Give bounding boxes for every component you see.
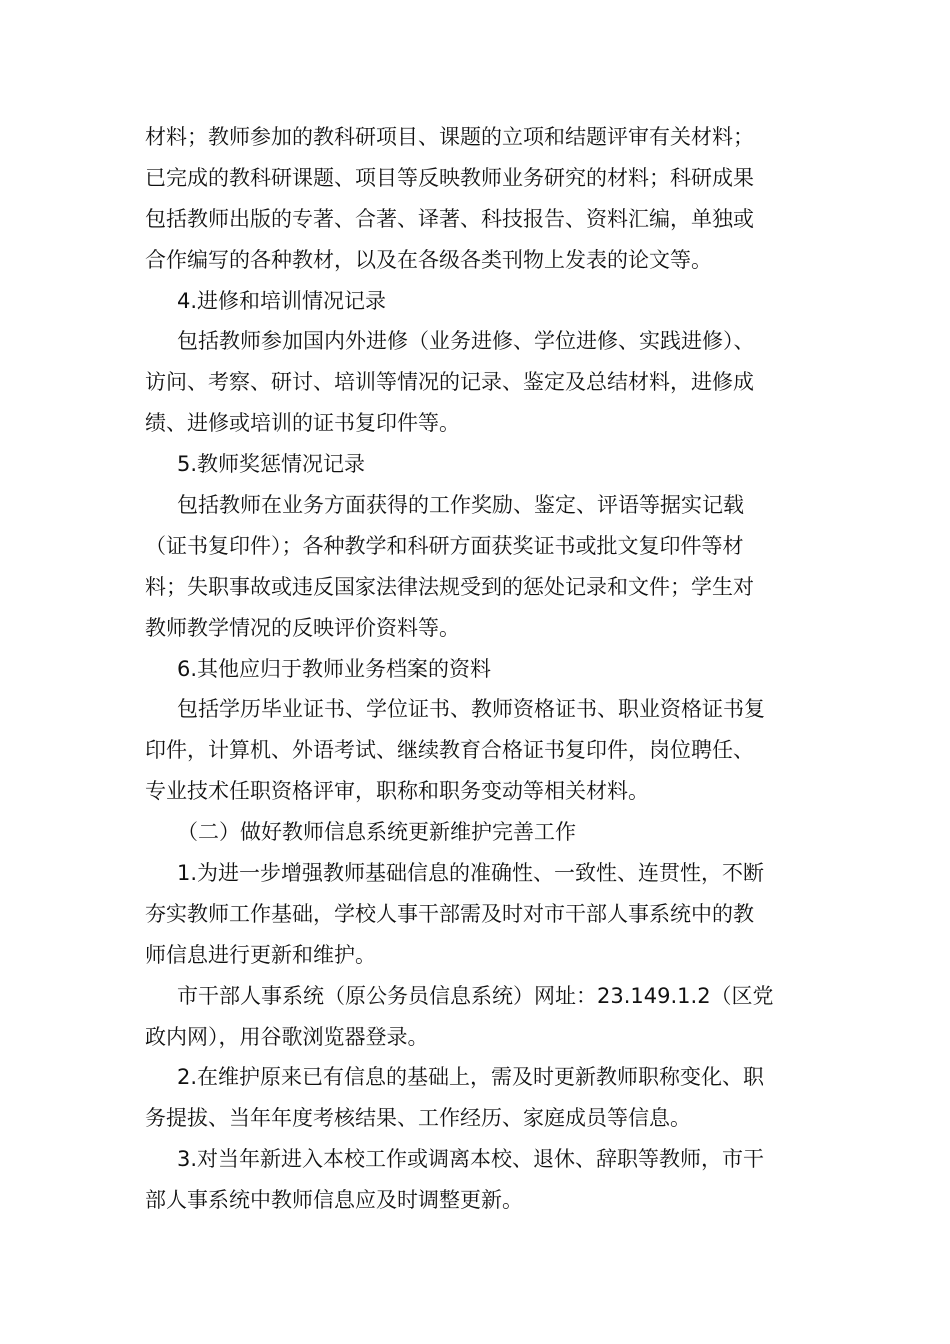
text-line: 3.对当年新进入本校工作或调离本校、退休、辞职等教师，市干 (177, 1147, 765, 1172)
text-line: 1.为进一步增强教师基础信息的准确性、一致性、连贯性，不断 (177, 861, 765, 886)
section-heading: 5.教师奖惩情况记录 (177, 452, 366, 477)
text-line: （证书复印件）；各种教学和科研方面获奖证书或批文复印件等材 (145, 533, 744, 558)
text-line: 包括教师参加国内外进修（业务进修、学位进修、实践进修）、 (177, 329, 755, 354)
text-line: 包括教师出版的专著、合著、译著、科技报告、资料汇编，单独或 (145, 206, 754, 231)
text-line: 绩、进修或培训的证书复印件等。 (145, 411, 460, 436)
text-line: 料；失职事故或违反国家法律法规受到的惩处记录和文件；学生对 (145, 574, 754, 599)
text-line: 印件，计算机、外语考试、继续教育合格证书复印件，岗位聘任、 (145, 738, 754, 763)
text-line: 部人事系统中教师信息应及时调整更新。 (145, 1188, 523, 1213)
text-line: 包括学历毕业证书、学位证书、教师资格证书、职业资格证书复 (177, 697, 765, 722)
text-line: 合作编写的各种教材，以及在各级各类刊物上发表的论文等。 (145, 247, 712, 272)
text-line: 夯实教师工作基础，学校人事干部需及时对市干部人事系统中的教 (145, 901, 754, 926)
text-line: 市干部人事系统（原公务员信息系统）网址：23.149.1.2（区党 (177, 983, 774, 1008)
section-heading: 4.进修和培训情况记录 (177, 288, 387, 313)
document-body (145, 117, 807, 1221)
section-heading: 6.其他应归于教师业务档案的资料 (177, 656, 492, 681)
text-line: 师信息进行更新和维护。 (145, 942, 376, 967)
text-line: 包括教师在业务方面获得的工作奖励、鉴定、评语等据实记载 (177, 493, 744, 518)
text-line: 材料；教师参加的教科研项目、课题的立项和结题评审有关材料； (145, 125, 754, 149)
text-line: 教师教学情况的反映评价资料等。 (145, 615, 460, 640)
text-line: 务提拔、当年年度考核结果、工作经历、家庭成员等信息。 (145, 1106, 691, 1131)
text-line: 2.在维护原来已有信息的基础上，需及时更新教师职称变化、职 (177, 1065, 765, 1090)
text-line: 政内网），用谷歌浏览器登录。 (145, 1024, 429, 1049)
text-line: 专业技术任职资格评审，职称和职务变动等相关材料。 (145, 779, 649, 804)
text-line: 已完成的教科研课题、项目等反映教师业务研究的材料；科研成果 (145, 165, 754, 190)
section-heading: （二）做好教师信息系统更新维护完善工作 (177, 820, 576, 845)
text-line: 访问、考察、研讨、培训等情况的记录、鉴定及总结材料，进修成 (145, 370, 754, 395)
